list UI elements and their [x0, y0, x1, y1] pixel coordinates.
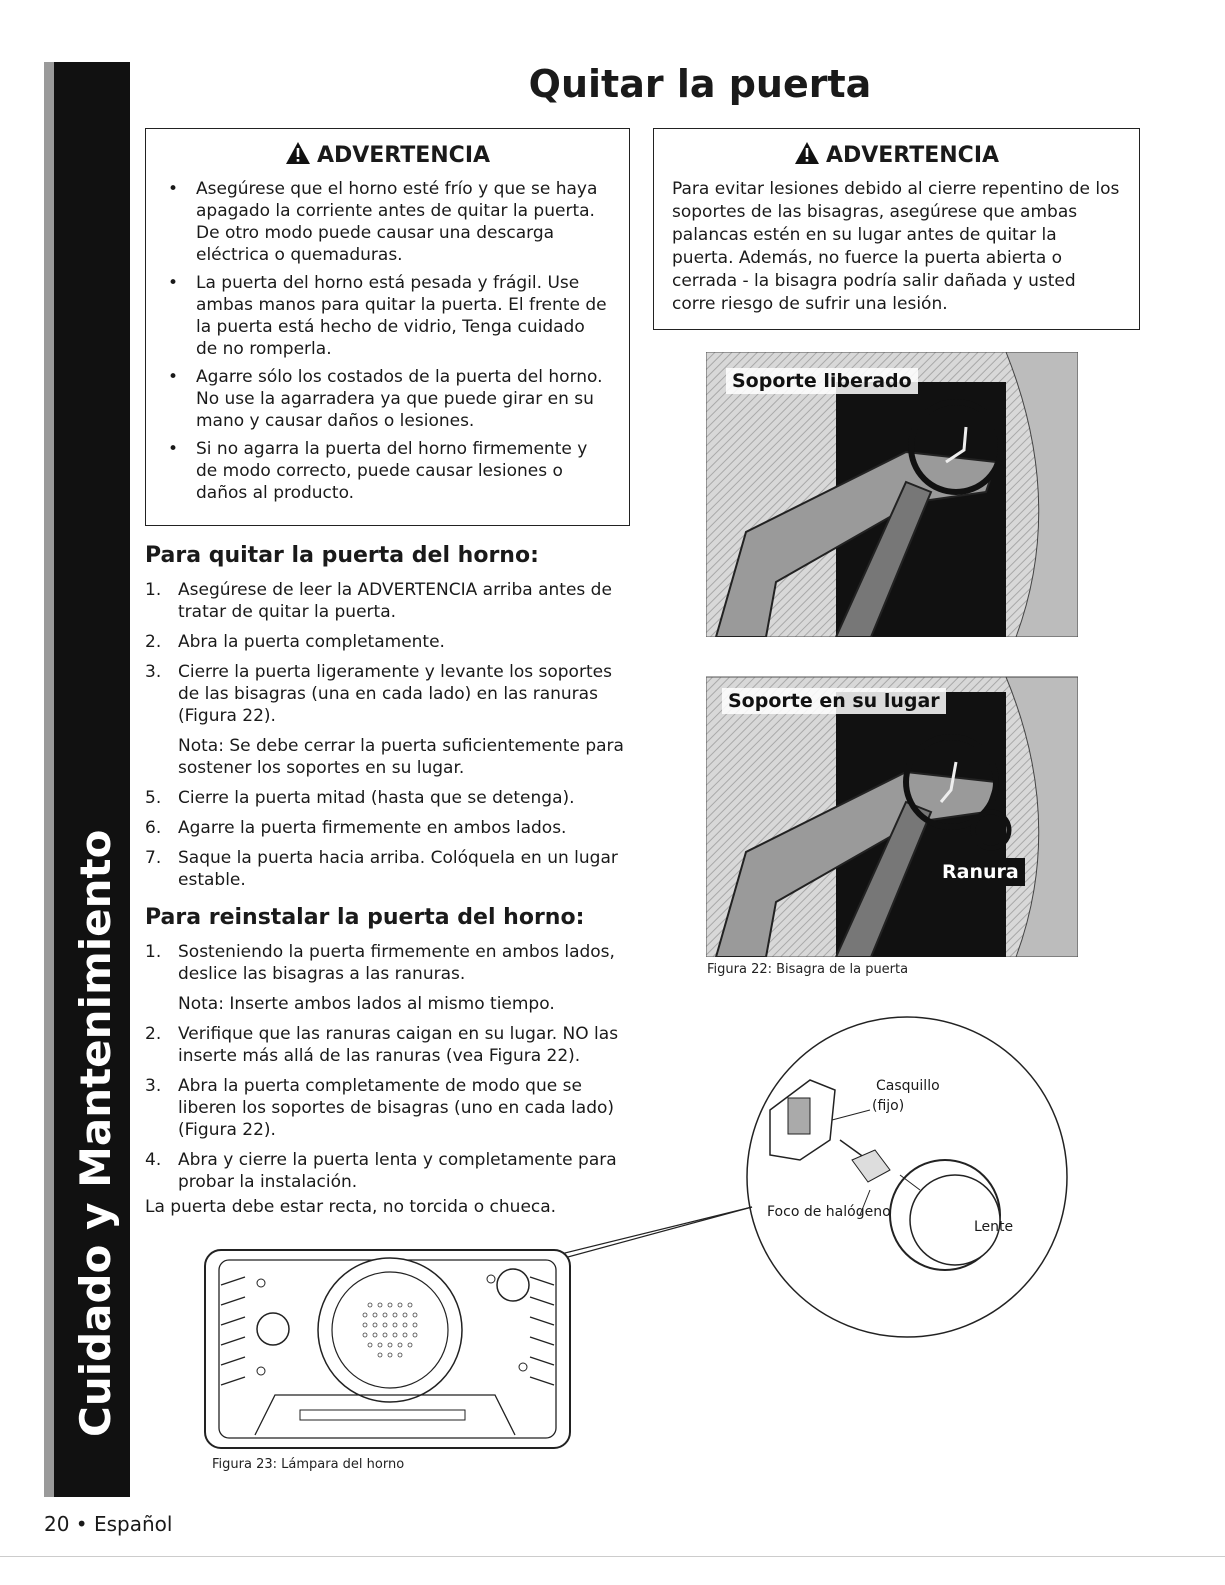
step-text: Asegúrese de leer la ADVERTENCIA arriba antes de tratar de quitar la puerta. [178, 580, 612, 622]
side-tab-label: Cuidado y Mantenimiento [71, 829, 120, 1437]
warning-body-right: Para evitar lesiones debido al cierre repentino de los soportes de las bisagras, asegúrese que ambas palancas estén en su lugar antes de quitar la puerta. Además, no fuerce la puerta abierta o cerrada - la bisagra podría salir dañada y usted corre riesgo de sufrir una lesión. [672, 179, 1120, 314]
page-footer: 20 • Español [44, 1512, 173, 1536]
page-title: Quitar la puerta [528, 62, 872, 106]
divider [0, 1556, 1225, 1557]
step-number: 1. [145, 580, 162, 600]
warning-item: • Si no agarra la puerta del horno firmemente y de modo correcto, puede causar lesiones o daños al producto. [164, 438, 611, 504]
step-note: Nota: Inserte ambos lados al mismo tiempo. [178, 994, 555, 1014]
label-soporte-en-su-lugar: Soporte en su lugar [722, 688, 946, 714]
step-number: 2. [145, 632, 162, 652]
step-text: Abra la puerta completamente de modo que se liberen los soportes de bisagras (uno en cada lado) (Figura 22). [178, 1076, 615, 1140]
label-ranura: Ranura [936, 858, 1025, 886]
step-note: Nota: Se debe cerrar la puerta suficientemente para sostener los soportes en su lugar. [178, 736, 624, 778]
step-number: 5. [145, 788, 162, 808]
step-number: 3. [145, 1076, 162, 1096]
step-number: 6. [145, 818, 162, 838]
warning-item: • Asegúrese que el horno esté frío y que se haya apagado la corriente antes de quitar la puerta. De otro modo puede causar una descarga eléctrica o quemaduras. [164, 178, 611, 266]
step-text: Cierre la puerta ligeramente y levante los soportes de las bisagras (una en cada lado) en las ranuras (Figura 22). [178, 662, 612, 726]
label-casquillo: Casquillo [876, 1078, 940, 1094]
step-text: Abra la puerta completamente. [178, 632, 445, 652]
lamp-right-icon [497, 1269, 529, 1301]
step-number: 1. [145, 942, 162, 962]
step-text: Abra y cierre la puerta lenta y completamente para probar la instalación. [178, 1150, 617, 1192]
step-number: 4. [145, 1150, 162, 1170]
step-text: Verifique que las ranuras caigan en su lugar. NO las inserte más allá de las ranuras (vea Figura 22). [178, 1024, 619, 1066]
label-casquillo-fijo: (fijo) [872, 1098, 905, 1114]
step-number: 2. [145, 1024, 162, 1044]
step-text: Agarre la puerta firmemente en ambos lados. [178, 818, 567, 838]
warning-heading-text: ADVERTENCIA [825, 143, 1000, 168]
figure-22-caption: Figura 22: Bisagra de la puerta [707, 962, 909, 977]
step-text: Cierre la puerta mitad (hasta que se detenga). [178, 788, 575, 808]
label-lente: Lente [974, 1219, 1014, 1235]
step-number: 3. [145, 662, 162, 682]
oven-cavity-illustration [195, 1245, 580, 1455]
step-text: Sosteniendo la puerta firmemente en ambos lados, deslice las bisagras a las ranuras. [178, 942, 615, 984]
section-heading-reinstall: Para reinstalar la puerta del horno: [145, 905, 585, 930]
label-soporte-liberado: Soporte liberado [726, 368, 918, 394]
lamp-left-icon [257, 1313, 289, 1345]
figure-23-caption: Figura 23: Lámpara del horno [212, 1457, 405, 1472]
step-number: 7. [145, 848, 162, 868]
label-foco-halogeno: Foco de halógeno [767, 1204, 891, 1220]
closing-text: La puerta debe estar recta, no torcida o chueca. [145, 1197, 557, 1217]
step-text: Saque la puerta hacia arriba. Colóquela en un lugar estable. [178, 848, 618, 890]
warning-heading-text: ADVERTENCIA [316, 143, 491, 168]
warning-item: • La puerta del horno está pesada y frágil. Use ambas manos para quitar la puerta. El frente de la puerta está hecho de vidrio, Tenga cuidado de no romperla. [164, 272, 611, 360]
section-heading-remove: Para quitar la puerta del horno: [145, 543, 539, 568]
warning-item: • Agarre sólo los costados de la puerta del horno. No use la agarradera ya que puede girar en su mano y causar daños o lesiones. [164, 366, 611, 432]
